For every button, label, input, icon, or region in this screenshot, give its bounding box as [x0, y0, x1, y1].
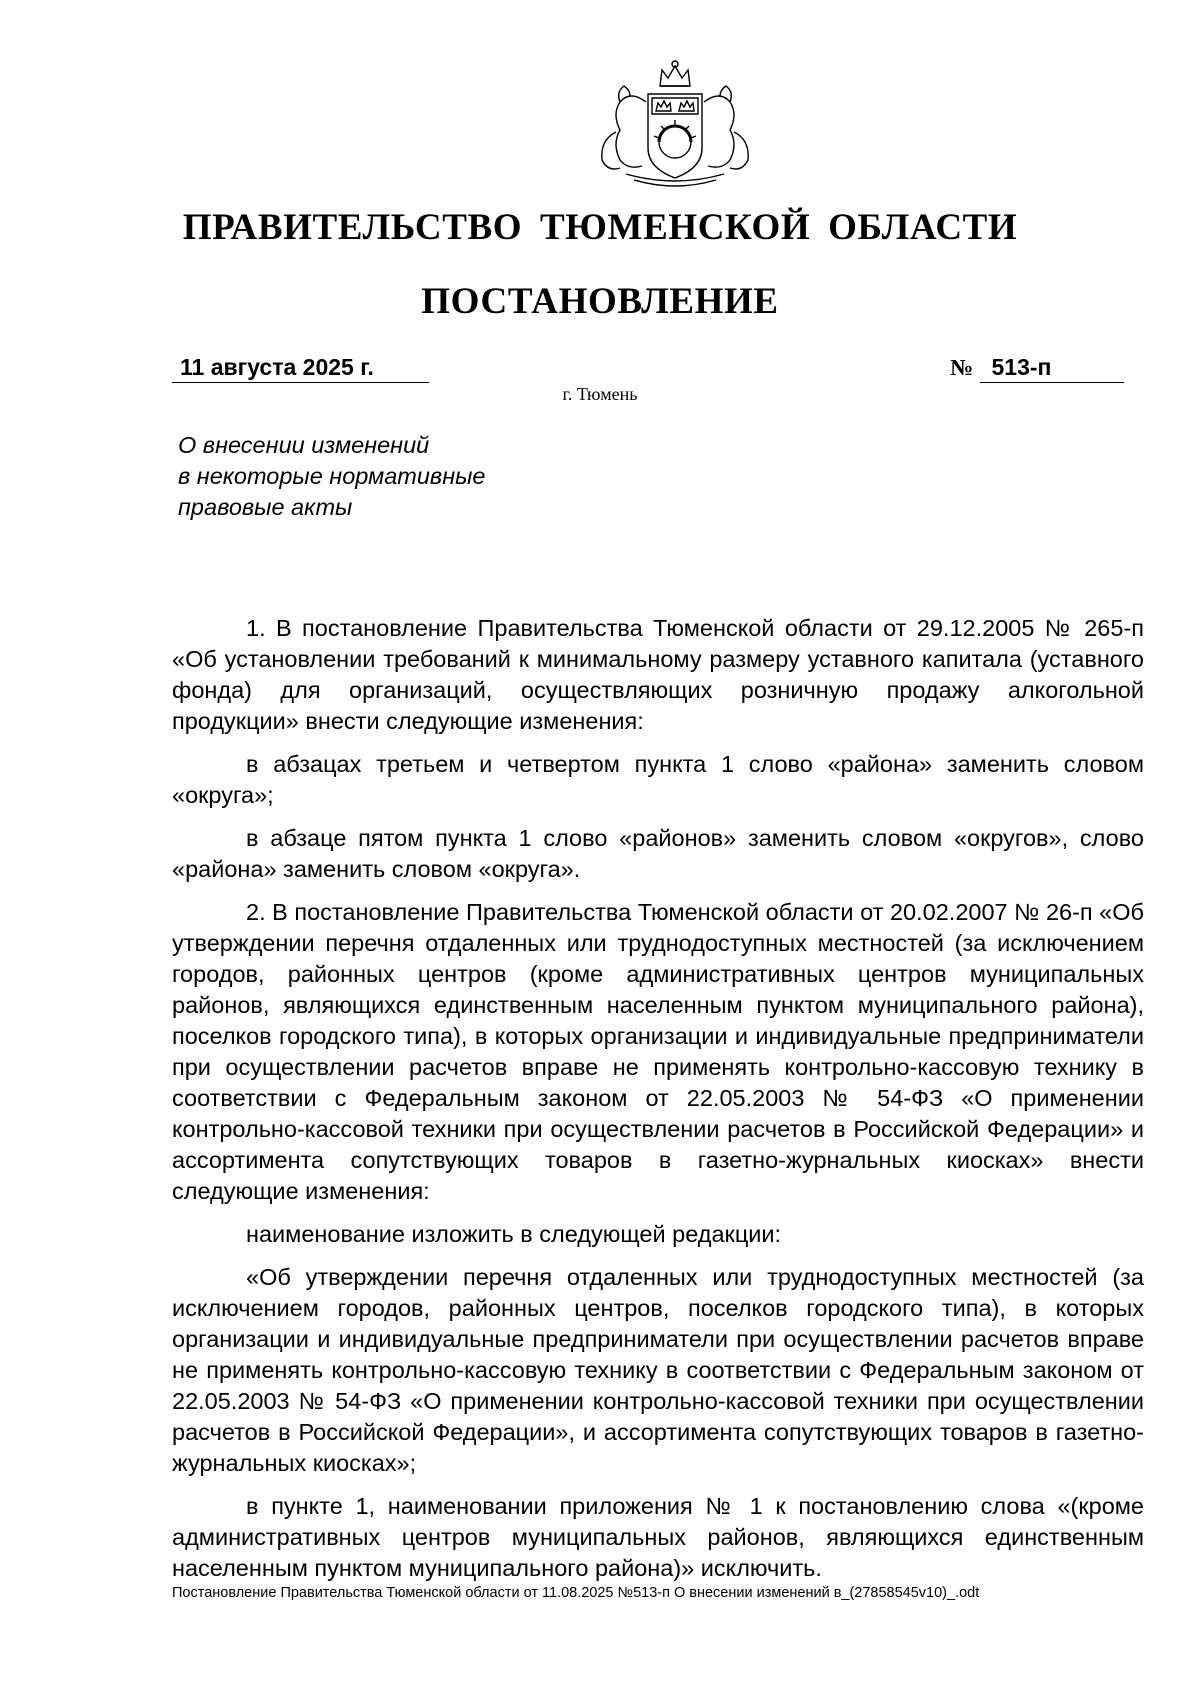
city-name: г. Тюмень: [562, 384, 638, 404]
body-paragraph: «Об утверждении перечня отдаленных или труднодоступных местностей (за исключением городов, районных центров, поселков городского типа), в которых организации и индивидуальные предприниматели при осуществлении расчетов вправе не применять контрольно-кассовую технику в соответствии с Федеральным законом от 22.05.2003 № 54-ФЗ «О применении контрольно-кассовой техники при осуществлении расчетов в Российской Федерации», и ассортимента сопутствующих товаров в газетно-журнальных киосках»;: [172, 1264, 1144, 1476]
document-number-field: [950, 352, 1134, 383]
body-paragraph: 2. В постановление Правительства Тюменской области от 20.02.2007 № 26-п «Об утверждении перечня отдаленных или труднодоступных местностей (за исключением городов, районных центров (кроме административных центров муниципальных районов, являющихся единственным населенным пунктом муниципального района), поселков городского типа), в которых организации и индивидуальные предприниматели при осуществлении расчетов вправе не применять контрольно-кассовую технику в соответствии с Федеральным законом от 22.05.2003 № 54-ФЗ «О применении контрольно-кассовой техники при осуществлении расчетов в Российской Федерации» и ассортимента сопутствующих товаров в газетно-журнальных киосках» внести следующие изменения:: [172, 899, 1144, 1204]
body-paragraph: в абзаце пятом пункта 1 слово «районов» заменить словом «округов», слово «района» заменить словом «округа».: [172, 825, 1144, 882]
page-footer: Постановление Правительства Тюменской области от 11.08.2025 №513-п О внесении изменений в_(27858545v10)_.odt: [172, 1585, 980, 1601]
organization-title: ПРАВИТЕЛЬСТВО ТЮМЕНСКОЙ ОБЛАСТИ: [182, 207, 1018, 248]
subject-line: в некоторые нормативные: [178, 463, 486, 489]
document-body: [172, 613, 1144, 1596]
number-sign: №: [950, 355, 974, 380]
document-number: 513-п: [980, 352, 1124, 383]
subject-line: правовые акты: [178, 494, 353, 520]
coat-of-arms-emblem: [590, 56, 760, 192]
body-paragraph: в абзацах третьем и четвертом пункта 1 слово «района» заменить словом «округа»;: [172, 751, 1144, 808]
document-subject: [178, 430, 486, 523]
document-type-title: ПОСТАНОВЛЕНИЕ: [421, 281, 779, 322]
subject-line: О внесении изменений: [178, 432, 430, 458]
body-paragraph: в пункте 1, наименовании приложения № 1 к постановлению слова «(кроме административных центров муниципальных районов, являющихся единственным населенным пунктом муниципального района)» исключить.: [172, 1493, 1144, 1581]
body-paragraph: 1. В постановление Правительства Тюменской области от 29.12.2005 № 265-п «Об установлении требований к минимальному размеру уставного капитала (уставного фонда) для организаций, осуществляющих розничную продажу алкогольной продукции» внести следующие изменения:: [172, 615, 1144, 734]
document-date: 11 августа 2025 г.: [172, 352, 429, 383]
body-paragraph: наименование изложить в следующей редакции:: [246, 1221, 782, 1247]
